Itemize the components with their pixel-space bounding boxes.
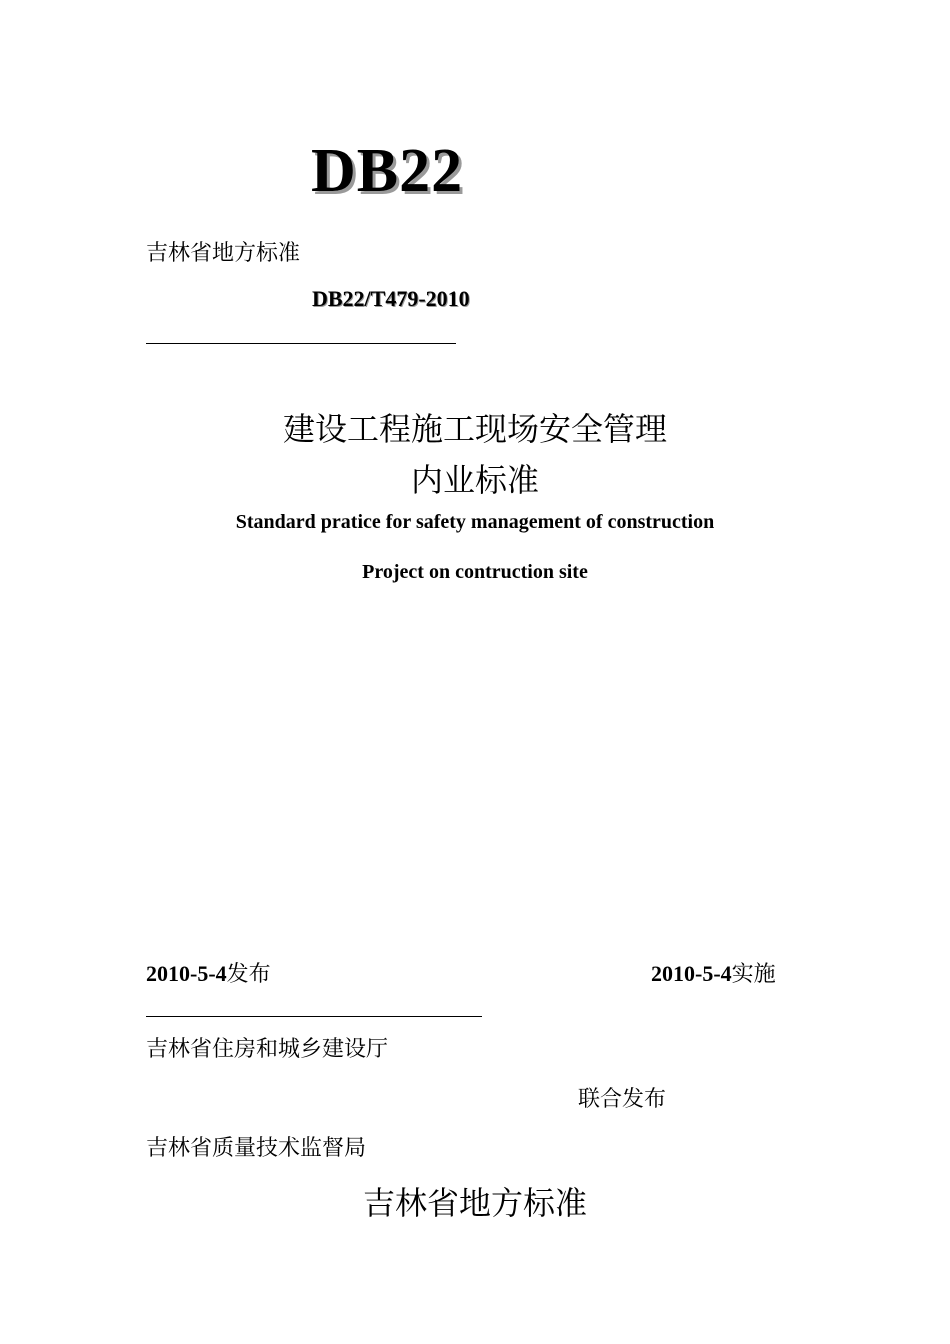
publisher-quality-bureau: 吉林省质量技术监督局 [146,1136,367,1161]
document-title-cn-line1: 建设工程施工现场安全管理 [282,410,667,448]
effective-date [651,957,776,988]
publisher-housing-department: 吉林省住房和城乡建设厅 [146,1037,389,1062]
document-title-en-line1: Standard pratice for safety management of construction [235,511,715,533]
standard-number: DB22/T479-2010 [312,286,470,311]
document-title-en-line2: Project on contruction site [362,561,588,583]
joint-publication-label: 联合发布 [578,1087,667,1112]
standard-category-label: 吉林省地方标准 [146,241,301,266]
effective-date-label: 实施 [731,962,776,987]
effective-date-value: 2010-5-4 [651,961,732,986]
publish-date-label: 发布 [226,962,271,987]
footer-title: 吉林省地方标准 [362,1184,587,1222]
publish-date [146,957,271,988]
publish-date-value: 2010-5-4 [146,961,227,986]
top-divider [146,343,456,344]
document-title-cn-line2: 内业标准 [410,461,539,499]
bottom-divider [146,1016,482,1017]
standard-logo-db22: DB22 [311,137,464,205]
